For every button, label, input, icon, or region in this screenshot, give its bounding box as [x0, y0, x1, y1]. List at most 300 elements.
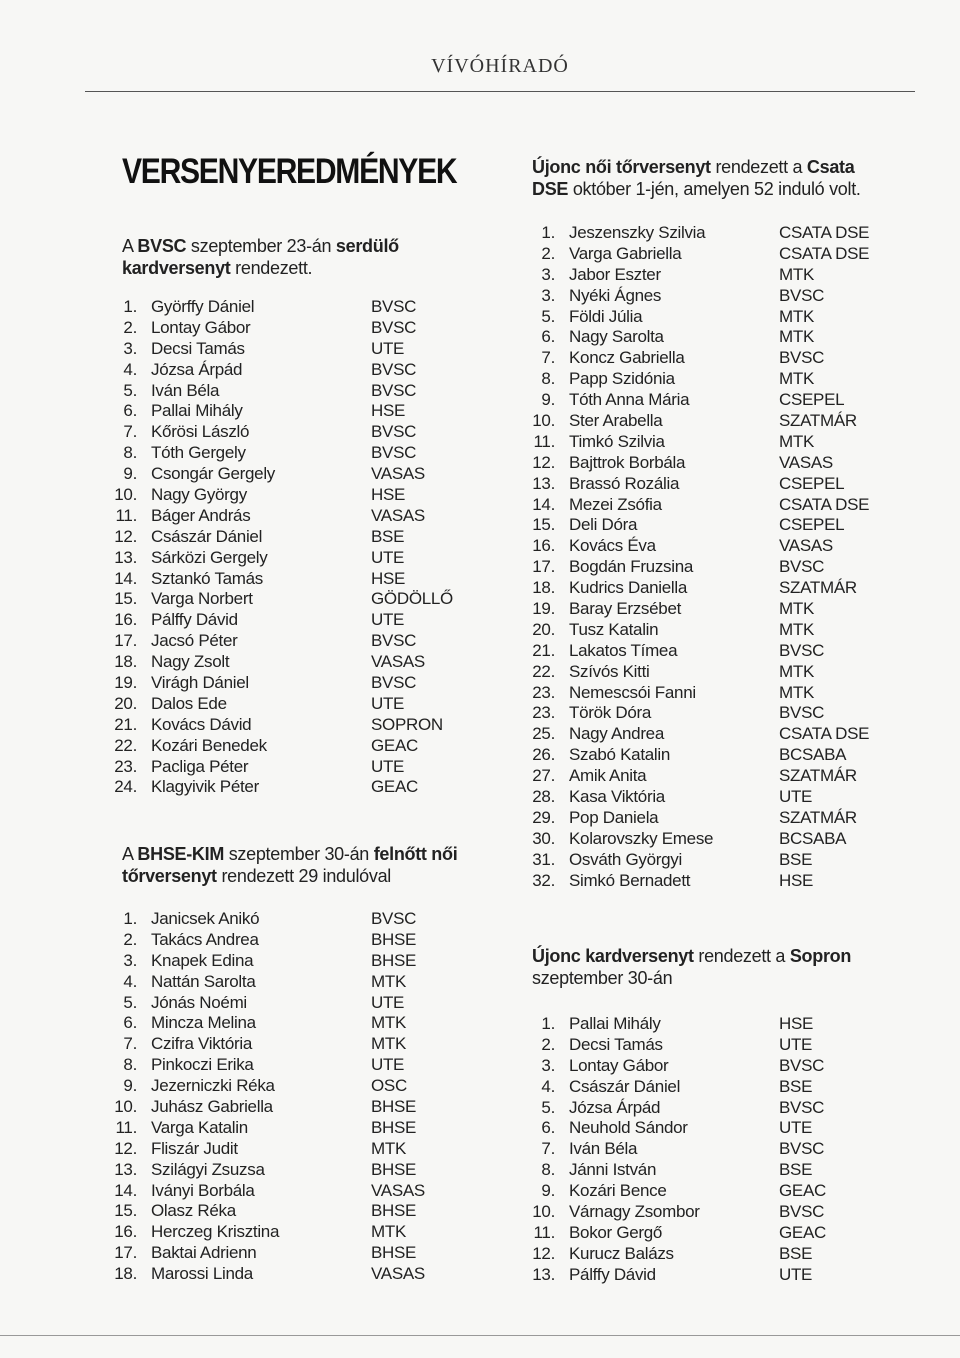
result-name: Juhász Gabriella — [151, 1097, 273, 1117]
result-rank: 18. — [114, 1264, 137, 1284]
result-club: UTE — [371, 1055, 405, 1075]
result-name: Tóth Anna Mária — [569, 390, 690, 410]
result-club: BVSC — [779, 557, 825, 577]
result-club: CSEPEL — [779, 515, 845, 535]
result-club: VASAS — [779, 536, 833, 556]
result-row — [523, 620, 903, 641]
result-name: Decsi Tamás — [151, 338, 245, 358]
result-name: Iván Béla — [569, 1139, 638, 1159]
result-rank: 27. — [532, 766, 555, 786]
result-row — [105, 1076, 455, 1097]
result-name: Varga Katalin — [151, 1117, 248, 1137]
result-club: GEAC — [779, 1181, 826, 1201]
result-club: MTK — [779, 661, 814, 681]
result-name: Lontay Gábor — [569, 1055, 669, 1075]
result-row — [105, 930, 455, 951]
result-rank: 15. — [114, 1201, 137, 1221]
result-name: Tóth Gergely — [151, 443, 246, 463]
result-name: Simkó Bernadett — [569, 870, 691, 890]
result-club: UTE — [371, 338, 405, 358]
intro-text: szeptember 30-án — [224, 844, 374, 864]
result-club: CSATA DSE — [779, 494, 870, 514]
result-club: BVSC — [779, 348, 825, 368]
result-name: Bajttrok Borbála — [569, 452, 686, 472]
result-row — [105, 673, 455, 694]
result-club: BVSC — [371, 909, 417, 928]
result-row — [105, 401, 455, 422]
result-name: Olasz Réka — [151, 1201, 236, 1221]
intro-bold: serdülő kardversenyt — [122, 236, 399, 278]
result-club: BHSE — [371, 1201, 417, 1221]
result-row — [105, 339, 455, 360]
result-club: BVSC — [371, 443, 417, 463]
result-club: MTK — [371, 1034, 406, 1054]
result-row — [105, 757, 455, 778]
result-row — [523, 703, 903, 724]
result-club: HSE — [371, 401, 406, 421]
result-row — [523, 327, 903, 348]
result-rank: 1. — [123, 297, 137, 316]
result-name: Jacsó Péter — [151, 631, 238, 651]
result-rank: 1. — [541, 223, 555, 242]
result-row — [523, 683, 903, 704]
intro-bold: Sopron — [789, 946, 852, 966]
result-club: BHSE — [371, 1243, 417, 1263]
result-club: BVSC — [779, 703, 825, 723]
result-name: Nagy Sarolta — [569, 327, 664, 347]
result-row — [523, 724, 903, 745]
result-rank: 7. — [123, 1034, 137, 1054]
result-name: Sárközi Gergely — [151, 547, 268, 567]
competition3-intro — [532, 156, 887, 200]
result-name: Pallai Mihály — [151, 401, 243, 421]
result-club: UTE — [371, 547, 405, 567]
result-row — [523, 390, 903, 411]
result-row — [523, 1160, 903, 1181]
result-row — [523, 432, 903, 453]
result-club: MTK — [371, 1138, 406, 1158]
result-row — [105, 631, 455, 652]
result-rank: 9. — [541, 390, 555, 410]
result-name: Amik Anita — [569, 766, 647, 786]
result-name: Szilágyi Zsuzsa — [151, 1159, 265, 1179]
result-club: BHSE — [371, 1159, 417, 1179]
result-rank: 17. — [532, 557, 555, 577]
result-name: Brassó Rozália — [569, 473, 680, 493]
result-rank: 10. — [532, 411, 555, 431]
result-rank: 6. — [123, 1013, 137, 1033]
result-rank: 3. — [123, 338, 137, 358]
result-club: UTE — [779, 1264, 813, 1284]
result-club: BVSC — [779, 1139, 825, 1159]
result-club: BSE — [779, 1243, 813, 1263]
result-row — [105, 951, 455, 972]
result-club: MTK — [371, 1222, 406, 1242]
result-club: VASAS — [371, 652, 425, 672]
result-rank: 21. — [114, 714, 137, 734]
result-row — [105, 1201, 455, 1222]
result-row — [523, 411, 903, 432]
result-club: BVSC — [371, 359, 417, 379]
result-rank: 30. — [532, 828, 555, 848]
result-rank: 16. — [114, 610, 137, 630]
result-rank: 7. — [541, 348, 555, 368]
result-name: Decsi Tamás — [569, 1034, 663, 1054]
result-rank: 17. — [114, 1243, 137, 1263]
result-club: HSE — [779, 870, 814, 890]
result-row — [105, 1264, 455, 1285]
result-club: BVSC — [779, 640, 825, 660]
result-row — [105, 694, 455, 715]
result-name: Kozári Benedek — [151, 735, 267, 755]
competition2-results — [105, 909, 455, 1285]
result-club: SZATMÁR — [779, 807, 857, 827]
result-club: BSE — [779, 1076, 813, 1096]
result-club: BSE — [779, 1160, 813, 1180]
result-rank: 10. — [532, 1202, 555, 1222]
result-club: CSATA DSE — [779, 724, 870, 744]
result-row — [105, 777, 455, 798]
result-club: VASAS — [371, 1264, 425, 1284]
result-name: Koncz Gabriella — [569, 348, 685, 368]
result-rank: 16. — [114, 1222, 137, 1242]
intro-text: rendezett a — [710, 157, 807, 177]
result-row — [105, 1181, 455, 1202]
result-row — [523, 453, 903, 474]
result-row — [105, 1139, 455, 1160]
result-rank: 8. — [541, 369, 555, 389]
result-rank: 19. — [532, 599, 555, 619]
result-row — [523, 223, 903, 244]
result-rank: 3. — [123, 950, 137, 970]
result-rank: 2. — [123, 317, 137, 337]
intro-text: A — [122, 844, 138, 864]
result-name: Kolarovszky Emese — [569, 828, 714, 848]
result-row — [105, 297, 455, 318]
result-rank: 4. — [541, 1076, 555, 1096]
competition4-results — [523, 1014, 903, 1286]
result-rank: 5. — [123, 992, 137, 1012]
intro-bold: Újonc kardversenyt — [532, 946, 694, 966]
result-name: Czifra Viktória — [151, 1034, 252, 1054]
result-name: Jabor Eszter — [569, 264, 661, 284]
result-row — [523, 850, 903, 871]
result-rank: 11. — [533, 1222, 555, 1242]
result-row — [105, 318, 455, 339]
result-name: Pálffy Dávid — [151, 610, 238, 630]
result-name: Nagy Zsolt — [151, 652, 230, 672]
result-row — [523, 536, 903, 557]
result-name: Török Dóra — [569, 703, 652, 723]
result-row — [523, 369, 903, 390]
result-name: Báger András — [151, 505, 251, 525]
result-club: UTE — [371, 756, 405, 776]
result-rank: 11. — [115, 505, 137, 525]
result-rank: 9. — [123, 464, 137, 484]
result-rank: 9. — [123, 1076, 137, 1096]
result-club: BVSC — [371, 380, 417, 400]
intro-text: október 1-jén, amelyen 52 induló volt. — [568, 179, 861, 199]
result-row — [105, 1097, 455, 1118]
result-row — [523, 1244, 903, 1265]
page-header: VÍVÓHÍRADÓ — [431, 55, 569, 77]
result-rank: 9. — [541, 1181, 555, 1201]
intro-bold: felnőtt női tőrversenyt — [122, 844, 458, 886]
result-rank: 8. — [123, 1055, 137, 1075]
result-row — [105, 972, 455, 993]
result-rank: 12. — [114, 526, 137, 546]
result-row — [523, 1223, 903, 1244]
result-rank: 2. — [123, 929, 137, 949]
result-club: BCSABA — [779, 745, 847, 765]
intro-bold: Csata DSE — [532, 157, 855, 199]
result-row — [105, 443, 455, 464]
result-row — [523, 766, 903, 787]
result-row — [105, 381, 455, 402]
result-rank: 5. — [541, 306, 555, 326]
result-club: BVSC — [779, 1202, 825, 1222]
result-club: SZATMÁR — [779, 411, 857, 431]
result-row — [523, 641, 903, 662]
result-club: BSE — [371, 526, 405, 546]
result-row — [105, 1118, 455, 1139]
result-rank: 23. — [532, 682, 555, 702]
result-rank: 20. — [114, 693, 137, 713]
result-rank: 16. — [532, 536, 555, 556]
result-row — [105, 1055, 455, 1076]
result-name: Józsa Árpád — [569, 1097, 661, 1117]
intro-bold: BVSC — [137, 236, 187, 256]
result-rank: 6. — [541, 1118, 555, 1138]
result-name: Janicsek Anikó — [151, 909, 260, 928]
result-name: Pálffy Dávid — [569, 1264, 656, 1284]
competition3-results — [523, 223, 903, 892]
result-rank: 22. — [114, 735, 137, 755]
result-club: MTK — [779, 369, 814, 389]
result-row — [523, 1035, 903, 1056]
result-name: Pop Daniela — [569, 807, 659, 827]
result-rank: 22. — [532, 661, 555, 681]
result-row — [105, 652, 455, 673]
result-row — [523, 829, 903, 850]
result-row — [105, 548, 455, 569]
result-rank: 12. — [114, 1138, 137, 1158]
result-name: Nemescsói Fanni — [569, 682, 696, 702]
result-club: VASAS — [371, 1180, 425, 1200]
result-name: Tusz Katalin — [569, 619, 659, 639]
result-row — [105, 1243, 455, 1264]
result-club: CSEPEL — [779, 390, 845, 410]
result-rank: 23. — [114, 756, 137, 776]
result-row — [523, 578, 903, 599]
result-name: Jeszenszky Szilvia — [569, 223, 706, 242]
result-club: MTK — [779, 306, 814, 326]
result-name: Szabó Katalin — [569, 745, 671, 765]
result-club: CSATA DSE — [779, 223, 870, 242]
result-name: Bokor Gergő — [569, 1222, 663, 1242]
result-name: Szívós Kitti — [569, 661, 650, 681]
result-name: Mezei Zsófia — [569, 494, 662, 514]
result-name: Pinkoczi Erika — [151, 1055, 254, 1075]
result-club: MTK — [779, 619, 814, 639]
result-club: BHSE — [371, 929, 417, 949]
result-name: Iványi Borbála — [151, 1180, 255, 1200]
result-club: HSE — [371, 568, 406, 588]
result-club: UTE — [779, 1118, 813, 1138]
result-name: Györffy Dániel — [151, 297, 255, 316]
result-name: Fliszár Judit — [151, 1138, 238, 1158]
result-rank: 14. — [114, 1180, 137, 1200]
result-rank: 20. — [532, 619, 555, 639]
intro-text: rendezett 29 indulóval — [216, 866, 391, 886]
result-name: Iván Béla — [151, 380, 220, 400]
result-club: MTK — [371, 1013, 406, 1033]
intro-text: A — [122, 236, 138, 256]
result-row — [105, 1034, 455, 1055]
result-name: Nyéki Ágnes — [569, 285, 662, 305]
header-divider — [85, 91, 915, 92]
result-row — [105, 569, 455, 590]
result-club: GÖDÖLLŐ — [371, 589, 453, 609]
result-name: Dalos Ede — [151, 693, 227, 713]
result-row — [523, 265, 903, 286]
result-club: MTK — [779, 682, 814, 702]
result-rank: 8. — [123, 443, 137, 463]
result-rank: 12. — [532, 1243, 555, 1263]
result-row — [523, 1077, 903, 1098]
result-rank: 5. — [123, 380, 137, 400]
result-name: Lontay Gábor — [151, 317, 251, 337]
result-club: UTE — [371, 992, 405, 1012]
result-row — [105, 485, 455, 506]
result-rank: 15. — [114, 589, 137, 609]
result-row — [105, 736, 455, 757]
result-name: Takács Andrea — [151, 929, 259, 949]
intro-bold: Újonc női tőrversenyt — [532, 157, 711, 177]
result-name: Papp Szidónia — [569, 369, 675, 389]
result-club: BVSC — [371, 317, 417, 337]
result-rank: 12. — [532, 452, 555, 472]
result-row — [523, 1014, 903, 1035]
competition2-intro — [122, 843, 482, 887]
result-row — [105, 527, 455, 548]
result-club: BCSABA — [779, 828, 847, 848]
result-row — [105, 1013, 455, 1034]
result-row — [523, 286, 903, 307]
result-club: UTE — [371, 610, 405, 630]
result-club: OSC — [371, 1076, 407, 1096]
intro-text: szeptember 30-án — [532, 968, 673, 988]
result-club: BVSC — [371, 297, 417, 316]
result-club: BVSC — [779, 1097, 825, 1117]
result-name: Kovács Dávid — [151, 714, 252, 734]
result-row — [523, 745, 903, 766]
result-club: UTE — [371, 693, 405, 713]
result-row — [523, 808, 903, 829]
result-row — [105, 360, 455, 381]
result-rank: 2. — [541, 243, 555, 263]
result-row — [523, 787, 903, 808]
result-rank: 3. — [541, 1055, 555, 1075]
result-name: Csongár Gergely — [151, 464, 276, 484]
result-rank: 3. — [541, 264, 555, 284]
result-row — [105, 589, 455, 610]
result-rank: 13. — [114, 547, 137, 567]
competition4-intro — [532, 945, 887, 989]
result-club: BVSC — [779, 1055, 825, 1075]
result-rank: 7. — [541, 1139, 555, 1159]
result-name: Lakatos Tímea — [569, 640, 678, 660]
result-row — [523, 1202, 903, 1223]
result-row — [523, 599, 903, 620]
result-rank: 8. — [541, 1160, 555, 1180]
result-club: VASAS — [371, 505, 425, 525]
result-club: MTK — [779, 264, 814, 284]
result-rank: 11. — [533, 431, 555, 451]
result-name: Pacliga Péter — [151, 756, 249, 776]
result-row — [523, 244, 903, 265]
result-club: VASAS — [779, 452, 833, 472]
result-rank: 17. — [114, 631, 137, 651]
result-club: SOPRON — [371, 714, 443, 734]
result-name: Nagy György — [151, 485, 247, 505]
result-rank: 13. — [532, 473, 555, 493]
result-rank: 32. — [532, 870, 555, 890]
result-rank: 7. — [123, 422, 137, 442]
result-club: HSE — [371, 485, 406, 505]
result-rank: 28. — [532, 787, 555, 807]
result-row — [523, 1139, 903, 1160]
result-name: Várnagy Zsombor — [569, 1202, 700, 1222]
result-name: Pallai Mihály — [569, 1014, 661, 1033]
result-club: MTK — [371, 971, 406, 991]
result-club: MTK — [779, 599, 814, 619]
result-club: GEAC — [371, 777, 418, 797]
result-name: Ster Arabella — [569, 411, 663, 431]
result-name: Klagyivik Péter — [151, 777, 259, 797]
result-row — [523, 871, 903, 892]
result-row — [105, 993, 455, 1014]
result-name: Jánni István — [569, 1160, 657, 1180]
result-club: VASAS — [371, 464, 425, 484]
result-rank: 11. — [115, 1117, 137, 1137]
result-name: Kasa Viktória — [569, 787, 665, 807]
result-rank: 13. — [114, 1159, 137, 1179]
result-club: BSE — [779, 849, 813, 869]
result-club: MTK — [779, 327, 814, 347]
result-club: UTE — [779, 787, 813, 807]
result-club: UTE — [779, 1034, 813, 1054]
intro-text: rendezett. — [230, 258, 313, 278]
result-rank: 1. — [123, 909, 137, 928]
result-name: Herczeg Krisztina — [151, 1222, 280, 1242]
result-row — [523, 1056, 903, 1077]
intro-text: szeptember 23-án — [186, 236, 336, 256]
result-rank: 14. — [532, 494, 555, 514]
result-club: BVSC — [371, 631, 417, 651]
result-name: Kőrösi László — [151, 422, 250, 442]
result-name: Varga Gabriella — [569, 243, 682, 263]
result-rank: 18. — [532, 578, 555, 598]
result-rank: 21. — [532, 640, 555, 660]
result-row — [523, 1181, 903, 1202]
intro-text: rendezett a — [693, 946, 790, 966]
result-name: Kurucz Balázs — [569, 1243, 674, 1263]
result-row — [105, 909, 455, 930]
result-rank: 4. — [123, 971, 137, 991]
result-rank: 13. — [532, 1264, 555, 1284]
result-name: Knapek Edina — [151, 950, 254, 970]
